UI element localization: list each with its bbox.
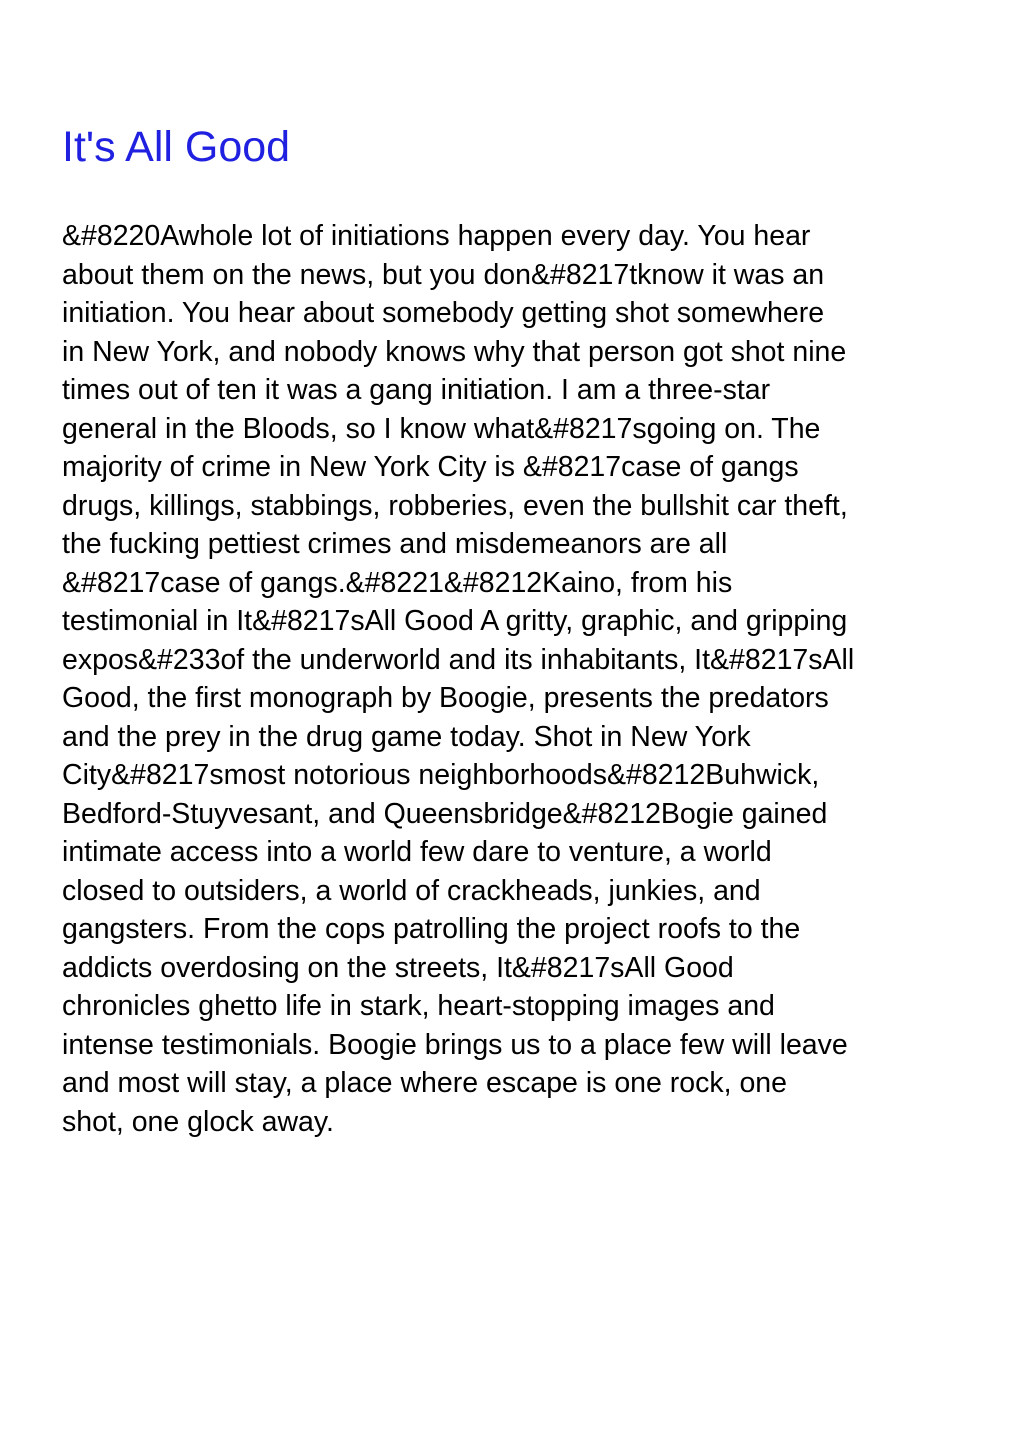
body-line: intense testimonials. Boogie brings us to a place few will leave (62, 1028, 848, 1061)
body-line: and the prey in the drug game today. Shot in New York (62, 720, 751, 753)
body-line: shot, one glock away. (62, 1105, 334, 1138)
body-line: drugs, killings, stabbings, robberies, even the bullshit car theft, (62, 489, 848, 522)
body-line: Good, the first monograph by Boogie, presents the predators (62, 682, 829, 714)
body-line: times out of ten it was a gang initiation. I am a three-star (62, 374, 771, 406)
body-line: City&#8217smost notorious neighborhoods&#8212Buhwick, (62, 759, 820, 791)
body-line: the fucking pettiest crimes and misdemeanors are all (62, 528, 728, 560)
body-line: testimonial in It&#8217sAll Good A gritty, graphic, and gripping (62, 605, 848, 637)
body-line: about them on the news, but you don&#8217tknow it was an (62, 258, 825, 291)
body-line: chronicles ghetto life in stark, heart-stopping images and (62, 990, 775, 1022)
body-line: Bedford-Stuyvesant, and Queensbridge&#8212Bogie gained (62, 797, 828, 830)
body-line: initiation. You hear about somebody getting shot somewhere (62, 297, 825, 329)
body-line: intimate access into a world few dare to venture, a world (62, 836, 772, 868)
page-title: It's All Good (62, 123, 291, 171)
body-line: and most will stay, a place where escape is one rock, one (62, 1067, 788, 1099)
body-paragraph (62, 217, 854, 1141)
body-line: &#8217case of gangs.&#8221&#8212Kaino, from his (62, 566, 733, 599)
body-line: expos&#233of the underworld and its inhabitants, It&#8217sAll (62, 643, 855, 676)
body-line: gangsters. From the cops patrolling the project roofs to the (62, 913, 801, 945)
body-line: &#8220Awhole lot of initiations happen every day. You hear (62, 220, 811, 252)
body-line: closed to outsiders, a world of crackheads, junkies, and (62, 874, 761, 907)
body-line: in New York, and nobody knows why that person got shot nine (62, 335, 847, 368)
body-line: addicts overdosing on the streets, It&#8217sAll Good (62, 951, 734, 984)
body-line: general in the Bloods, so I know what&#8217sgoing on. The (62, 412, 821, 445)
body-line: majority of crime in New York City is &#8217case of gangs (62, 451, 799, 483)
